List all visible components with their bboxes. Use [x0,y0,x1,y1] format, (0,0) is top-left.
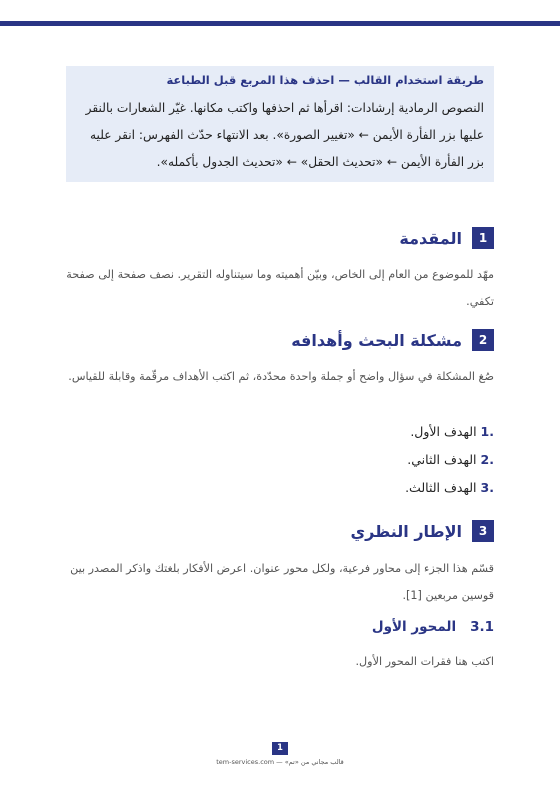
section-heading-introduction [399,227,494,249]
list-item-number: .1 [480,424,494,439]
section-heading-problem-goals [291,329,494,351]
subsection-heading-first-axis [372,619,494,635]
first-axis-paragraph: اكتب هنا فقرات المحور الأول. [355,655,494,668]
section-number-badge: 1 [472,227,494,249]
introduction-paragraph: مهّد للموضوع من العام إلى الخاص، وبيّن أهميته وما سيتناوله التقرير. نصف صفحة إلى صفحة تكفي. [66,268,494,308]
list-item [66,418,494,446]
list-item-label: الهدف الثالث. [405,480,477,495]
problem-paragraph: صُغ المشكلة في سؤال واضح أو جملة واحدة محدّدة، ثم اكتب الأهداف مرقّمة وقابلة للقياس. [68,370,494,383]
section-number-badge: 3 [472,520,494,542]
footer-credit: قالب مجاني من «تم» — tem-services.com [216,758,344,766]
list-item-number: .2 [480,452,494,467]
top-rule [0,21,560,26]
instructions-title: طريقة استخدام القالب — احذف هذا المربع قبل الطباعة [166,73,484,87]
list-item-number: .3 [480,480,494,495]
list-item-label: الهدف الثاني. [407,452,477,467]
subsection-title: المحور الأول [371,619,457,635]
list-item [66,446,494,474]
section-number-badge: 2 [472,329,494,351]
page-footer [0,735,560,766]
section-title: المقدمة [399,228,462,248]
subsection-number: 3.1 [470,619,494,635]
page-number-badge: 1 [272,742,288,755]
framework-paragraph: قسّم هذا الجزء إلى محاور فرعية، ولكل محور عنوان. اعرض الأفكار بلغتك واذكر المصدر بين قوسين مربعين [1]. [70,562,494,602]
section-title: مشكلة البحث وأهدافه [291,330,462,350]
section-title: الإطار النظري [350,521,462,541]
instructions-body: النصوص الرمادية إرشادات: اقرأها ثم احذفها واكتب مكانها. غيّر الشعارات بالنقر عليها بزر الفأرة الأيمن ← «تغيير الصورة». بعد الانتهاء حدّث الفهرس: انقر عليه بزر الفأرة الأيمن ← «تحديث الحقل» ← «تحديث الجدول بأكمله». [85,101,484,169]
list-item [66,474,494,502]
goals-list [66,418,494,502]
section-heading-theoretical-framework [351,520,494,542]
list-item-label: الهدف الأول. [410,424,477,439]
template-instructions-box [66,66,494,182]
